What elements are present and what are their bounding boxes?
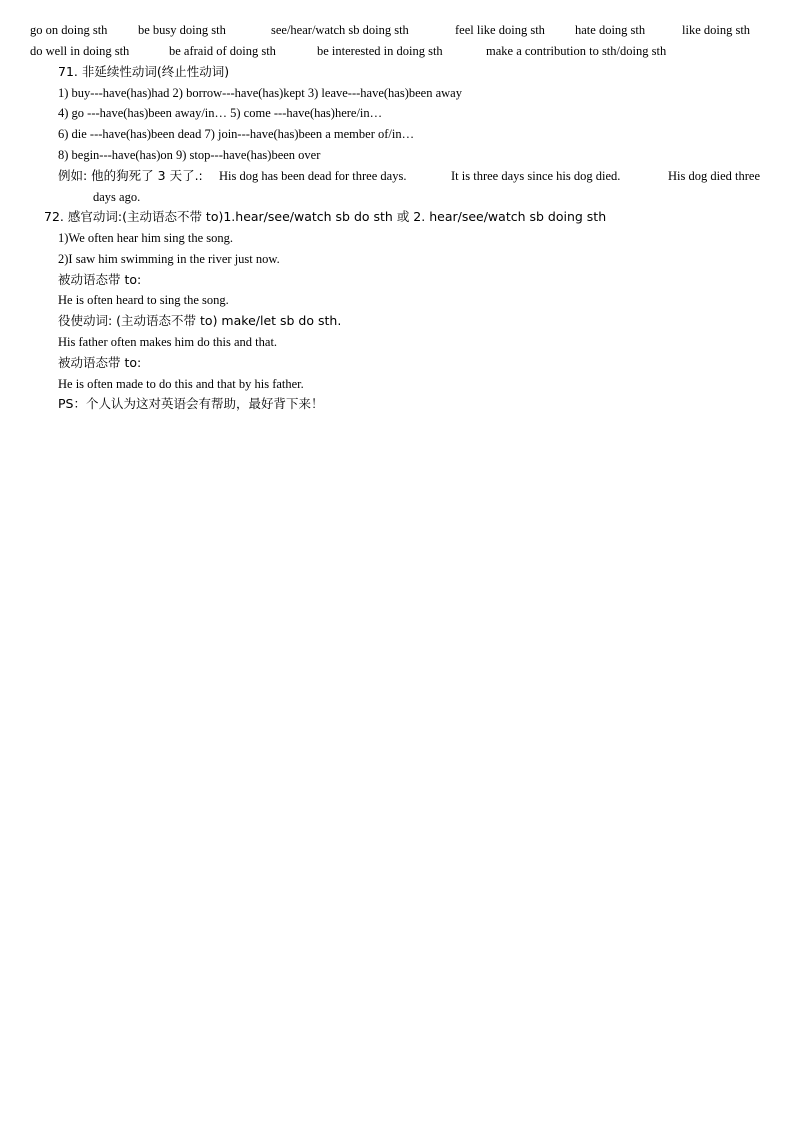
example-sentence: 1)We often hear him sing the song.: [58, 231, 233, 245]
note-label: 被动语态带 to:: [58, 272, 142, 287]
example-label: 例如: 他的狗死了 3 天了.:: [58, 168, 203, 183]
phrase-item: hate doing sth: [575, 23, 646, 37]
phrase-item: be interested in doing sth: [317, 44, 443, 58]
phrase-item: like doing sth: [682, 23, 751, 37]
phrase-item: be afraid of doing sth: [169, 44, 276, 58]
section-heading: 71. 非延续性动词(终止性动词): [58, 64, 230, 79]
phrase-item: make a contribution to sth/doing sth: [486, 44, 667, 58]
example-sentence-continued: days ago.: [93, 190, 141, 204]
note-label: 役使动词: (主动语态不带 to) make/let sb do sth.: [58, 313, 342, 328]
ps-note: PS：个人认为这对英语会有帮助，最好背下来！: [58, 396, 324, 411]
example-sentence: His dog died three: [668, 169, 760, 183]
example-sentence: His father often makes him do this and that.: [58, 335, 278, 349]
verb-list-line: 4) go ---have(has)been away/in… 5) come ---have(has)here/in…: [58, 106, 383, 120]
phrase-item: feel like doing sth: [455, 23, 545, 37]
example-sentence: He is often made to do this and that by his father.: [58, 377, 304, 391]
verb-list-line: 8) begin---have(has)on 9) stop---have(has)been over: [58, 148, 321, 162]
phrase-item: do well in doing sth: [30, 44, 130, 58]
phrase-item: see/hear/watch sb doing sth: [271, 23, 409, 37]
verb-list-line: 6) die ---have(has)been dead 7) join---have(has)been a member of/in…: [58, 127, 415, 141]
example-sentence: It is three days since his dog died.: [451, 169, 621, 183]
note-label: 被动语态带 to:: [58, 355, 142, 370]
phrase-item: be busy doing sth: [138, 23, 226, 37]
example-sentence: He is often heard to sing the song.: [58, 293, 229, 307]
example-sentence: 2)I saw him swimming in the river just now.: [58, 252, 280, 266]
phrase-item: go on doing sth: [30, 23, 108, 37]
verb-list-line: 1) buy---have(has)had 2) borrow---have(has)kept 3) leave---have(has)been away: [58, 86, 462, 100]
example-sentence: His dog has been dead for three days.: [219, 169, 407, 183]
section-heading: 72. 感官动词:(主动语态不带 to)1.hear/see/watch sb do sth 或 2. hear/see/watch sb doing sth: [44, 209, 607, 224]
